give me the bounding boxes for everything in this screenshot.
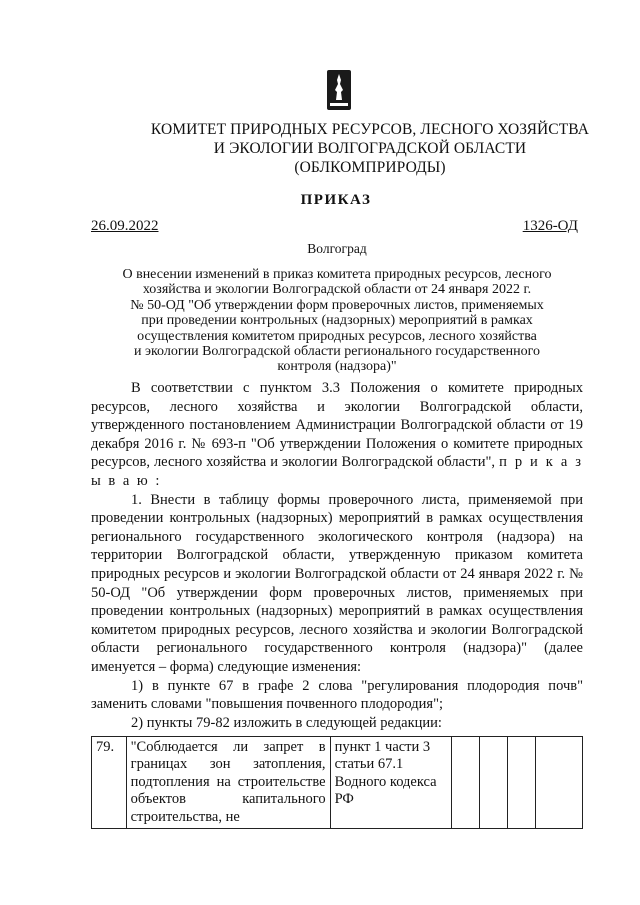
subject-line: хозяйства и экологии Волгоградской области от 24 января 2022 г. [142, 282, 532, 298]
paragraph-subitem-2: 2) пункты 79-82 изложить в следующей редакции: [131, 714, 442, 731]
document-city: Волгоград [307, 241, 367, 256]
empty-cell [479, 737, 507, 829]
document-body [91, 379, 583, 732]
paragraph-item-1: 1. Внести в таблицу формы проверочного листа, применяемой при проведении контрольных (надзорных) мероприятий в рамках осуществления регионального государственного экологического контроля (надзора) на территории Волгоградской области, утвержденную приказом комитета природных ресурсов и экологии Волгоградской области от 24 января 2022 г. № 50-ОД "Об утверждении форм проверочных листов, применяемых при проведении контрольных (надзорных) мероприятий в рамках осуществления комитетом природных ресурсов, лесного хозяйства и экологии Волгоградской области регионального государственного контроля (надзора)" (далее именуется – форма) следующие изменения: [91, 491, 583, 675]
order-word: п р и к а з ы в а ю : [91, 454, 583, 489]
table-row [92, 737, 583, 829]
row-question: "Соблюдается ли запрет в границах зон затопления, подтопления на строительстве объектов капитального строительства, не [126, 737, 330, 829]
subject-line: и экологии Волгоградской области регионального государственного [133, 344, 541, 360]
document-subject [93, 267, 581, 375]
organization-title [60, 120, 640, 177]
empty-cell [507, 737, 535, 829]
org-line: И ЭКОЛОГИИ ВОЛГОГРАДСКОЙ ОБЛАСТИ [213, 140, 527, 157]
subject-line: при проведении контрольных (надзорных) мероприятий в рамках [141, 313, 533, 329]
document-number: 1326-ОД [522, 218, 578, 234]
amendment-table [91, 736, 583, 829]
org-line: КОМИТЕТ ПРИРОДНЫХ РЕСУРСОВ, ЛЕСНОГО ХОЗЯЙСТВА [150, 121, 590, 138]
subject-line: контроля (надзора)" [277, 359, 397, 375]
document-date: 26.09.2022 [91, 218, 159, 234]
org-line: (ОБЛКОМПРИРОДЫ) [294, 159, 446, 176]
subject-line: № 50-ОД "Об утверждении форм проверочных листов, применяемых [130, 297, 544, 313]
empty-cell [451, 737, 479, 829]
preamble-text: В соответствии с пунктом 3.3 Положения о комитете природных ресурсов, лесного хозяйства и экологии Волгоградской области, утвержденного постановлением Администрации Волгоградской области от 19 декабря 2016 г. № 693-п "Об утверждении Положения о комитете природных ресурсов, лесного хозяйства и экологии Волгоградской области", [91, 380, 583, 471]
row-number: 79. [92, 737, 127, 829]
paragraph-preamble [91, 379, 583, 491]
coat-of-arms-icon [327, 70, 351, 110]
document-type: ПРИКАЗ [300, 192, 372, 208]
empty-cell [535, 737, 582, 829]
row-reference: пункт 1 части 3 статьи 67.1 Водного кодекса РФ [330, 737, 451, 829]
paragraph-subitem-1: 1) в пункте 67 в графе 2 слова "регулирования плодородия почв" заменить словами "повышения почвенного плодородия"; [91, 677, 583, 713]
subject-line: осуществления комитетом природных ресурсов, лесного хозяйства [137, 328, 537, 344]
subject-line: О внесении изменений в приказ комитета природных ресурсов, лесного [122, 267, 552, 282]
